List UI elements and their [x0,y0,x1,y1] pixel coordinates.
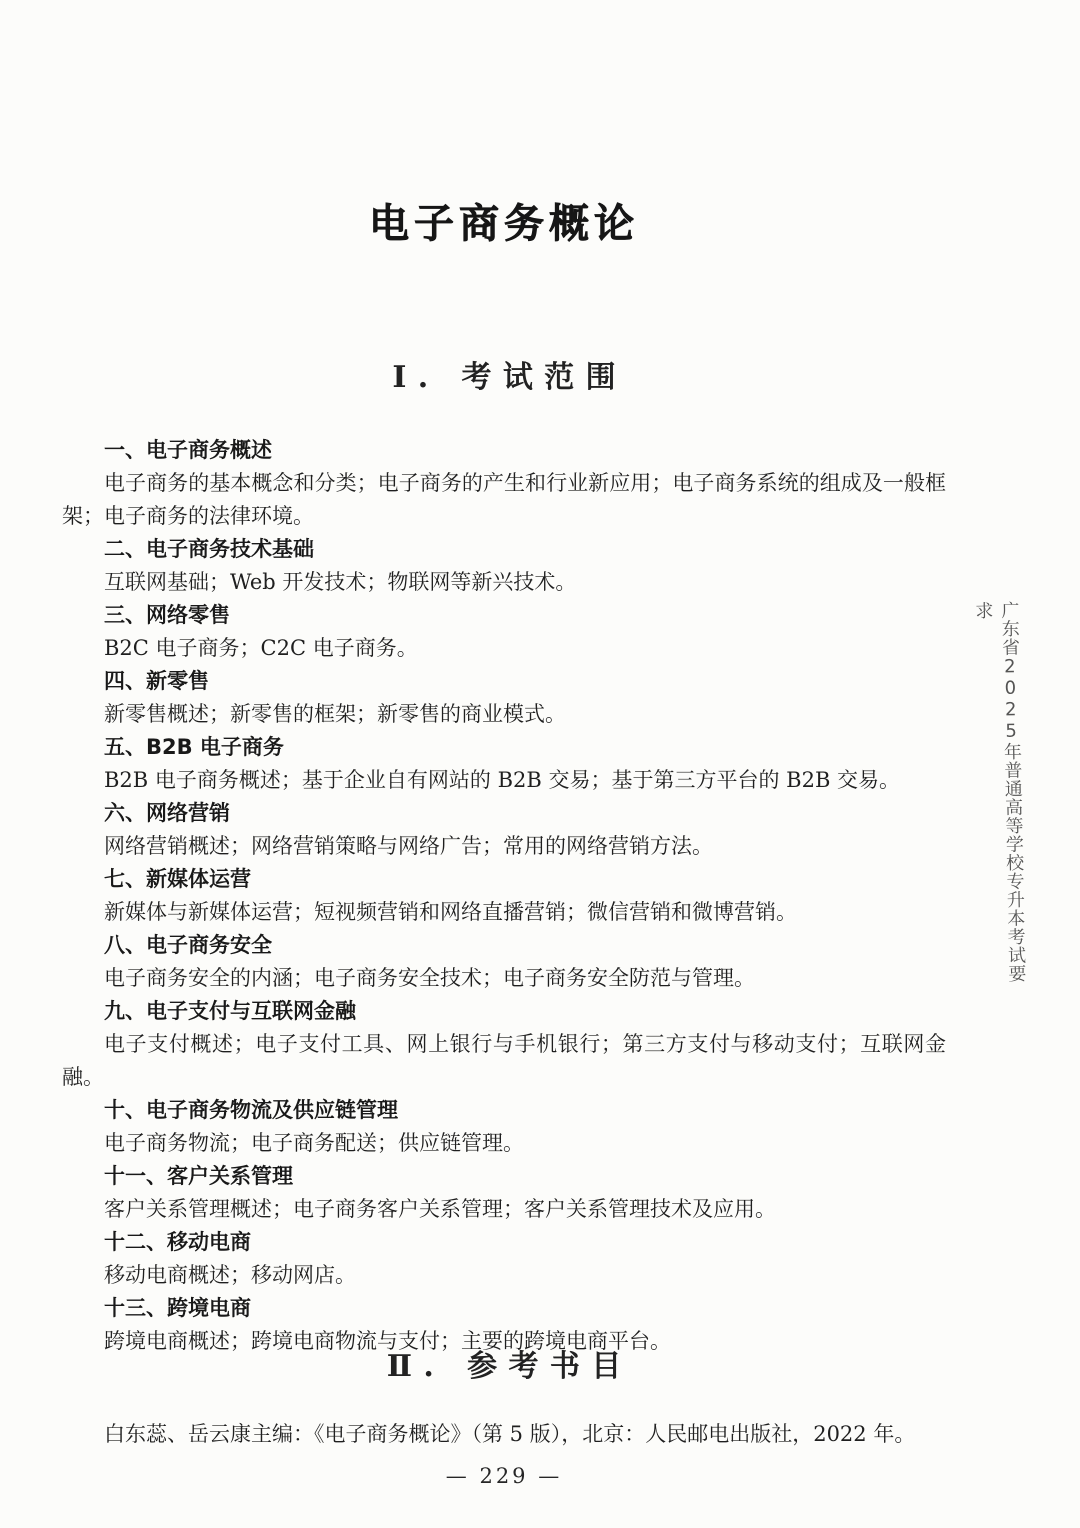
section-heading-exam-scope: Ⅰ. 考试范围 [392,360,628,395]
exam-topic-12 [62,1226,946,1292]
exam-topic-6 [62,797,946,863]
exam-topic-7 [62,863,946,929]
topic-content: 移动电商概述；移动网店。 [104,1263,356,1287]
exam-topic-11 [62,1160,946,1226]
topic-content: 新零售概述；新零售的框架；新零售的商业模式。 [104,702,566,726]
exam-topic-8 [62,929,946,995]
exam-topic-3 [62,599,946,665]
page-number: — 229 — [445,1464,563,1488]
topic-content: 电子商务物流；电子商务配送；供应链管理。 [104,1131,524,1155]
topic-content: 客户关系管理概述；电子商务客户关系管理；客户关系管理技术及应用。 [104,1197,776,1221]
topic-content: 网络营销概述；网络营销策略与网络广告；常用的网络营销方法。 [104,834,713,858]
topic-title: 十、电子商务物流及供应链管理 [104,1098,398,1122]
topic-title: 十二、移动电商 [104,1230,251,1254]
exam-topic-9 [62,995,946,1094]
topic-content: 互联网基础；Web 开发技术；物联网等新兴技术。 [104,570,577,594]
topic-content: 电子商务的基本概念和分类；电子商务的产生和行业新应用；电子商务系统的组成及一般框架；电子商务的法律环境。 [62,471,946,528]
topic-title: 二、电子商务技术基础 [104,537,314,561]
topic-content: B2C 电子商务；C2C 电子商务。 [104,636,418,660]
topic-title: 四、新零售 [104,669,209,693]
document-title: 电子商务概论 [369,200,639,247]
exam-topic-5 [62,731,946,797]
topic-title: 十三、跨境电商 [104,1296,251,1320]
topic-content: 跨境电商概述；跨境电商物流与支付；主要的跨境电商平台。 [104,1329,671,1353]
topic-title: 十一、客户关系管理 [104,1164,293,1188]
topic-title: 六、网络营销 [104,801,230,825]
topic-content: 电子商务安全的内涵；电子商务安全技术；电子商务安全防范与管理。 [104,966,755,990]
reference-entry: 白东蕊、岳云康主编：《电子商务概论》（第 5 版），北京：人民邮电出版社，2022 年。 [104,1422,916,1446]
topic-title: 一、电子商务概述 [104,438,272,462]
side-note-vertical: 广东省2025年普通高等学校专升本考试要求 [972,600,1027,983]
topic-title: 五、B2B 电子商务 [104,735,284,759]
exam-topic-1 [62,434,946,533]
topic-title: 七、新媒体运营 [104,867,251,891]
topic-title: 三、网络零售 [104,603,230,627]
topic-content: B2B 电子商务概述；基于企业自有网站的 B2B 交易；基于第三方平台的 B2B 交易。 [104,768,901,792]
exam-topic-4 [62,665,946,731]
topic-content: 电子支付概述；电子支付工具、网上银行与手机银行；第三方支付与移动支付；互联网金融。 [62,1032,946,1089]
topic-content: 新媒体与新媒体运营；短视频营销和网络直播营销；微信营销和微博营销。 [104,900,797,924]
exam-scope-list [62,434,946,1358]
topic-title: 九、电子支付与互联网金融 [104,999,356,1023]
exam-topic-2 [62,533,946,599]
topic-title: 八、电子商务安全 [104,933,272,957]
exam-topic-10 [62,1094,946,1160]
section-heading-references: Ⅱ. 参考书目 [386,1349,633,1384]
